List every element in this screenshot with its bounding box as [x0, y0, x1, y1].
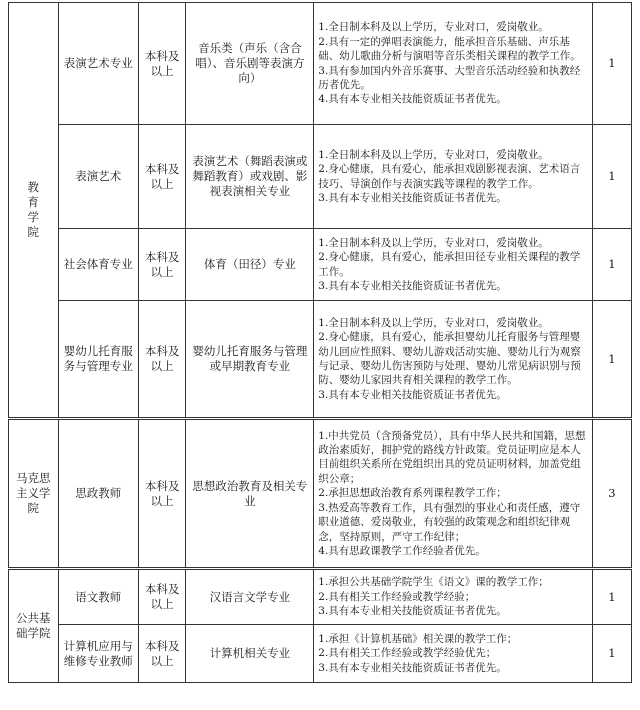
edu-cell: 本科及以上	[138, 625, 185, 683]
area-cell: 体育（田径）专业	[186, 229, 314, 301]
dept-cell: 马克思主义学院	[9, 419, 59, 569]
count-cell: 1	[592, 569, 631, 625]
req-line: 3.具有参加国内外音乐赛事、大型音乐活动经验和执教经历者优先。	[318, 64, 581, 91]
edu-cell: 本科及以上	[138, 125, 185, 229]
table-row	[9, 125, 632, 229]
req-line: 3.具有本专业相关技能资质证书者优先。	[318, 661, 507, 674]
req-line: 3.具有本专业相关技能资质证书者优先。	[318, 279, 507, 292]
dept-cell: 公共基础学院	[9, 569, 59, 683]
edu-cell: 本科及以上	[138, 3, 185, 125]
area-cell: 音乐类（声乐（含合唱）、音乐剧等表演方向）	[186, 3, 314, 125]
table-row	[9, 301, 632, 419]
edu-cell: 本科及以上	[138, 419, 185, 569]
major-cell: 表演艺术	[58, 125, 138, 229]
req-line: 1.中共党员（含预备党员），具有中华人民共和国籍，思想政治素质好，拥护党的路线方针政策。党员证明应是本人目前组织关系所在党组织出具的党员证明材料，加盖党组织公章；	[318, 429, 586, 485]
major-cell: 计算机应用与维修专业教师	[58, 625, 138, 683]
major-cell: 思政教师	[58, 419, 138, 569]
req-line: 1.承担《计算机基础》相关课的教学工作；	[318, 632, 518, 645]
major-cell: 社会体育专业	[58, 229, 138, 301]
count-cell: 3	[592, 419, 631, 569]
req-cell	[314, 625, 592, 683]
req-line: 2.具有相关工作经验或教学经验；	[318, 590, 476, 603]
edu-cell: 本科及以上	[138, 229, 185, 301]
req-line: 2.承担思想政治教育系列课程教学工作；	[318, 487, 507, 500]
req-cell	[314, 569, 592, 625]
req-line: 4.具有思政课教学工作经验者优先。	[318, 544, 486, 557]
req-cell	[314, 229, 592, 301]
req-line: 2.身心健康，具有爱心，能承担田径专业相关课程的教学工作。	[318, 251, 581, 278]
req-line: 2.身心健康，具有爱心，能承担婴幼儿托育服务与管理婴幼儿回应性照料、婴幼儿游戏活动实施、婴幼儿行为观察与记录、婴幼儿伤害预防与处理、婴幼儿常见病识别与预防、婴幼儿家园共育相关课程的教学工作。	[318, 331, 581, 387]
req-line: 1.全日制本科及以上学历，专业对口，爱岗敬业。	[318, 21, 549, 34]
req-line: 1.承担公共基础学院学生《语文》课的教学工作；	[318, 576, 549, 589]
req-line: 4.具有本专业相关技能资质证书者优先。	[318, 93, 507, 106]
area-cell: 汉语言文学专业	[186, 569, 314, 625]
req-cell	[314, 125, 592, 229]
count-cell: 1	[592, 229, 631, 301]
table-row	[9, 3, 632, 125]
edu-cell: 本科及以上	[138, 301, 185, 419]
major-cell: 婴幼儿托育服务与管理专业	[58, 301, 138, 419]
req-cell	[314, 301, 592, 419]
area-cell: 计算机相关专业	[186, 625, 314, 683]
table-row	[9, 229, 632, 301]
req-line: 1.全日制本科及以上学历，专业对口，爱岗敬业。	[318, 316, 549, 329]
req-line: 2.具有相关工作经验或教学经验优先；	[318, 647, 497, 660]
table-row	[9, 569, 632, 625]
req-line: 2.身心健康，具有爱心，能承担戏剧影视表演、艺术语言技巧、导演创作与表演实践等课程的教学工作。	[318, 163, 581, 190]
table-row	[9, 625, 632, 683]
req-cell	[314, 3, 592, 125]
req-line: 3.具有本专业相关技能资质证书者优先。	[318, 191, 507, 204]
req-line: 3.具有本专业相关技能资质证书者优先。	[318, 388, 507, 401]
table-row	[9, 419, 632, 569]
count-cell: 1	[592, 301, 631, 419]
edu-cell: 本科及以上	[138, 569, 185, 625]
recruitment-table	[8, 2, 632, 683]
req-line: 1.全日制本科及以上学历，专业对口，爱岗敬业。	[318, 148, 549, 161]
count-cell: 1	[592, 625, 631, 683]
dept-cell: 教育学院	[9, 3, 59, 419]
area-cell: 表演艺术（舞蹈表演或舞蹈教育）或戏剧、影视表演相关专业	[186, 125, 314, 229]
major-cell: 语文教师	[58, 569, 138, 625]
req-cell	[314, 419, 592, 569]
req-line: 3.具有本专业相关技能资质证书者优先。	[318, 605, 507, 618]
req-line: 1.全日制本科及以上学历，专业对口，爱岗敬业。	[318, 236, 549, 249]
major-cell: 表演艺术专业	[58, 3, 138, 125]
area-cell: 婴幼儿托育服务与管理或早期教育专业	[186, 301, 314, 419]
count-cell: 1	[592, 125, 631, 229]
req-line: 2.具有一定的弹唱表演能力，能承担音乐基础、声乐基础、幼儿歌曲分析与演唱等音乐类相关课程的教学工作。	[318, 35, 581, 63]
req-line: 3.热爱高等教育工作，具有强烈的事业心和责任感，遵守职业道德、爱岗敬业，有较强的政策观念和组织纪律观念，坚持原则，严守工作纪律；	[318, 501, 581, 543]
count-cell: 1	[592, 3, 631, 125]
area-cell: 思想政治教育及相关专业	[186, 419, 314, 569]
